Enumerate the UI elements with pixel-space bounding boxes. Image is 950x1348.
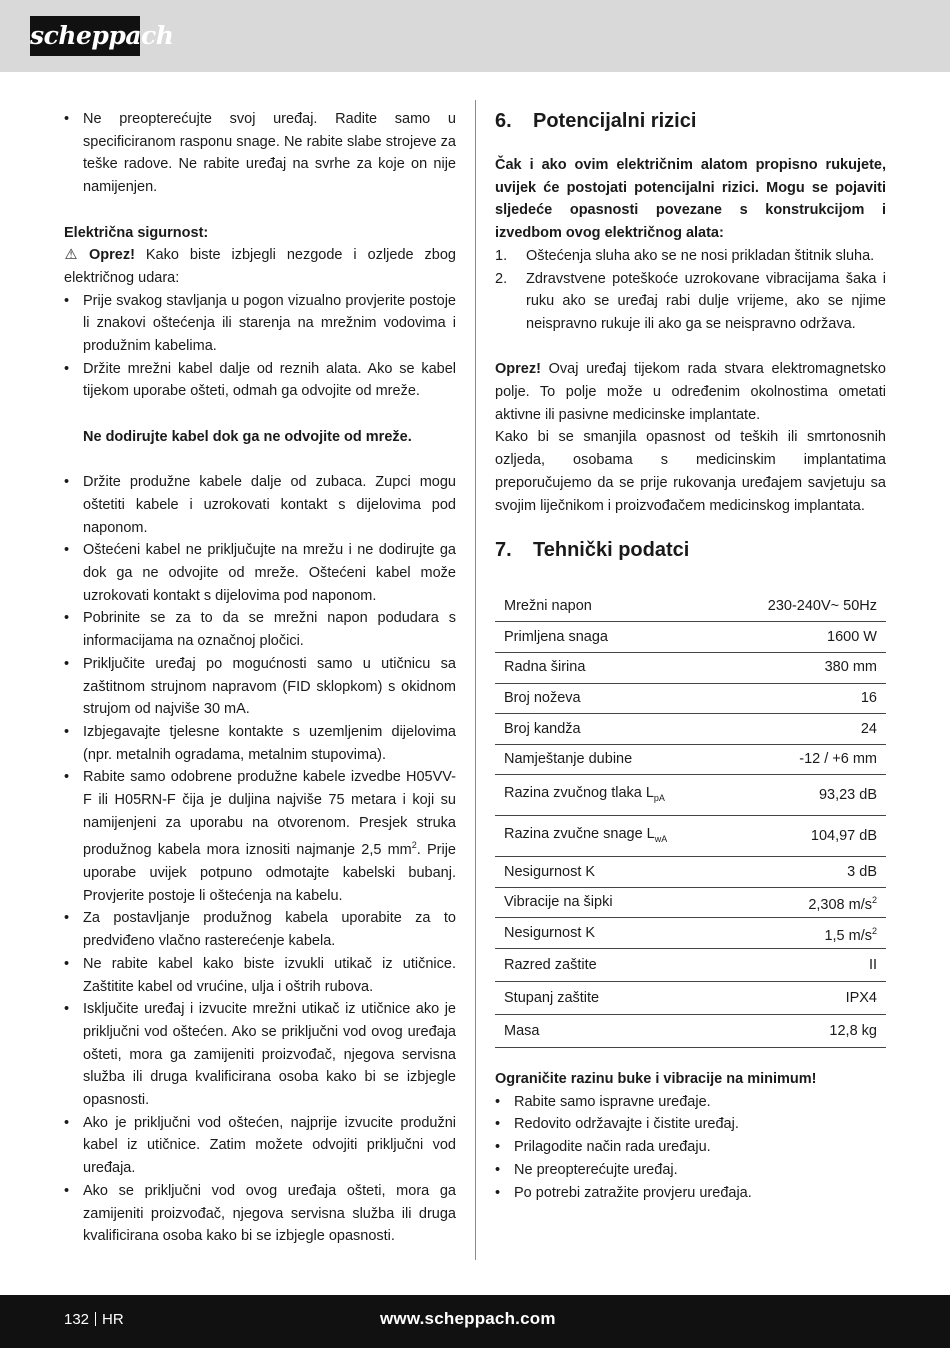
table-row: Mrežni napon 230-240V~ 50Hz: [495, 591, 886, 622]
cable-note: Ne dodirujte kabel dok ga ne odvojite od mreže.: [83, 428, 412, 445]
list-item: 2. Zdravstvene poteškoće uzrokovane vibracijama šaka i ruku ako se uređaj rabi dulje vrijeme, ako se njime neispravno rukuje ili ako ga se neispravno održava.: [495, 270, 886, 332]
warning-label: Oprez!: [88, 247, 135, 264]
section-7-heading: 7. Tehnički podatci: [495, 539, 690, 562]
list-item: • Ne preopterećujte uređaj.: [495, 1159, 886, 1182]
table-row: Broj noževa 16: [495, 683, 886, 714]
footer-separator: [95, 1312, 96, 1326]
list-item: • Ako je priključni vod oštećen, najprije izvucite produžni kabel iz utičnice. Zatim možete odvojiti priključni vod uređaja.: [64, 1112, 456, 1180]
table-row: Razina zvučnog tlaka $L_{pA}$ 93,23 dB: [495, 775, 886, 816]
warning-text: Kako biste izbjegli nezgode i ozljede zbog električnog udara:: [64, 247, 456, 286]
warning-triangle-icon: ⚠: [64, 247, 78, 264]
column-divider: [475, 100, 476, 1260]
page-footer: [0, 1295, 950, 1348]
list-item: • Ne preopterećujte svoj uređaj. Radite samo u specificiranom rasponu snage. Ne rabite slabe strojeve za teške radove. Ne rabite uređaj na svrhe za koje on nije namijenjen.: [64, 108, 456, 199]
table-row: Stupanj zaštite IPX4: [495, 982, 886, 1015]
table-row: Namještanje dubine -12 / +6 mm: [495, 744, 886, 775]
table-row: Razina zvučne snage $L_{wA}$ 104,97 dB: [495, 816, 886, 857]
electrical-safety-heading: Električna sigurnost:: [64, 224, 209, 241]
list-item: • Redovito održavajte i čistite uređaj.: [495, 1113, 886, 1136]
electrical-warning: [64, 244, 456, 289]
page-number: 132 HR: [64, 1311, 124, 1328]
list-item: • Izbjegavajte tjelesne kontakte s uzemljenim dijelovima (npr. metalnih ogradama, metalnim stupovima).: [64, 721, 456, 766]
risks-intro: Čak i ako ovim električnim alatom propisno rukujete, uvijek će postojati potencijalni rizici. Mogu se pojaviti sljedeće opasnosti povezane s konstrukcijom i izvedbom ovog električnog alata:: [495, 157, 886, 242]
list-item: • Oštećeni kabel ne priključujte na mrežu i ne dodirujte ga dok ga ne odvojite od mreže. Oštećeni kabel može uzrokovati kontakt s dijelovima pod naponom.: [64, 539, 456, 607]
intro-list: [64, 108, 456, 199]
table-row: Masa 12,8 kg: [495, 1015, 886, 1048]
list-item: • Isključite uređaj i izvucite mrežni utikač iz utičnice ako je priključni vod oštećen. Ako se priključni vod ovog uređaja ošteti, mora ga zamijeniti proizvođač, njegova servisna služba ili druga kvalificirana osoba kako bi se izbjegle opasnosti.: [64, 998, 456, 1112]
right-column: [495, 108, 886, 1204]
list-item: • Za postavljanje produžnog kabela uporabite za to predviđeno vlačno rasterećenje kabela.: [64, 907, 456, 952]
website-link[interactable]: www.scheppach.com: [380, 1309, 556, 1328]
list-item: • Rabite samo odobrene produžne kabele izvedbe H05VV-F ili H05RN-F čija je duljina najviše 75 metara i koji su namijenjeni za uporabu na otvorenom. Presjek struka produžnog kabela mora iznositi najmanje 2,5 $mm^2$. Prije uporabe uvijek potpuno odmotajte kabelski bubanj. Provjerite postoje li oštećenja na kabelu.: [64, 766, 456, 907]
noise-heading: Ograničite razinu buke i vibracije na minimum!: [495, 1071, 817, 1088]
list-item: • Po potrebi zatražite provjeru uređaja.: [495, 1182, 886, 1205]
list-item: • Ne rabite kabel kako biste izvukli utikač iz utičnice. Zaštitite kabel od vrućine, ulja i oštrih rubova.: [64, 953, 456, 998]
implant-advice: Kako bi se smanjila opasnost od teških ili smrtonosnih ozljeda, osobama s medicinskim implantatima preporučujemo da se prije rukovanja uređajem savjetuju sa svojim liječnikom i proizvođačem medicinskog implantata.: [495, 429, 886, 514]
safety-list-a: [64, 290, 456, 404]
table-row: Nesigurnost K 1,5 $m/s^2$: [495, 918, 886, 949]
risks-list: [495, 245, 886, 336]
list-item: • Pobrinite se za to da se mrežni napon podudara s informacijama na označnoj pločici.: [64, 607, 456, 652]
list-item: • Držite produžne kabele dalje od zubaca. Zupci mogu oštetiti kabele i uzrokovati kontakt s dijelovima pod naponom.: [64, 471, 456, 539]
list-item: • Prije svakog stavljanja u pogon vizualno provjerite postoje li znakovi oštećenja ili starenja na mrežnim vodovima i produžnim kabelima.: [64, 290, 456, 358]
section-6-heading: 6. Potencijalni rizici: [495, 110, 697, 132]
list-item: • Priključite uređaj po mogućnosti samo u utičnicu sa zaštitnom strujnom napravom (FID sklopkom) s okidnom strujom od najviše 30 mA.: [64, 653, 456, 721]
left-column: [64, 108, 456, 1248]
technical-data-table: [495, 591, 886, 1048]
list-item: • Prilagodite način rada uređaju.: [495, 1136, 886, 1159]
list-item: • Ako se priključni vod ovog uređaja ošteti, mora ga zamijeniti proizvođač, njegova servisna služba ili druga kvalificirana osoba kako bi se izbjegle opasnosti.: [64, 1180, 456, 1248]
table-row: Razred zaštite II: [495, 949, 886, 982]
page-header: [0, 0, 950, 72]
table-row: Broj kandža 24: [495, 714, 886, 745]
table-row: Radna širina 380 mm: [495, 652, 886, 683]
table-row: Primljena snaga 1600 W: [495, 622, 886, 653]
emf-caution: Oprez! Ovaj uređaj tijekom rada stvara elektromagnetsko polje. To polje može u određenim okolnostima ometati aktivne ili pasivne medicinske implantate.: [495, 361, 886, 423]
list-item: 1. Oštećenja sluha ako se ne nosi prikladan štitnik sluha.: [495, 247, 875, 264]
list-item: • Držite mrežni kabel dalje od reznih alata. Ako se kabel tijekom uporabe ošteti, odmah ga odvojite od mreže.: [64, 358, 456, 403]
scheppach-logo: scheppach: [30, 16, 140, 56]
table-row: Vibracije na šipki 2,308 $m/s^2$: [495, 887, 886, 918]
list-item: • Rabite samo ispravne uređaje.: [495, 1091, 886, 1114]
safety-list-b: [64, 471, 456, 1248]
noise-list: [495, 1091, 886, 1205]
table-row: Nesigurnost K 3 dB: [495, 857, 886, 888]
